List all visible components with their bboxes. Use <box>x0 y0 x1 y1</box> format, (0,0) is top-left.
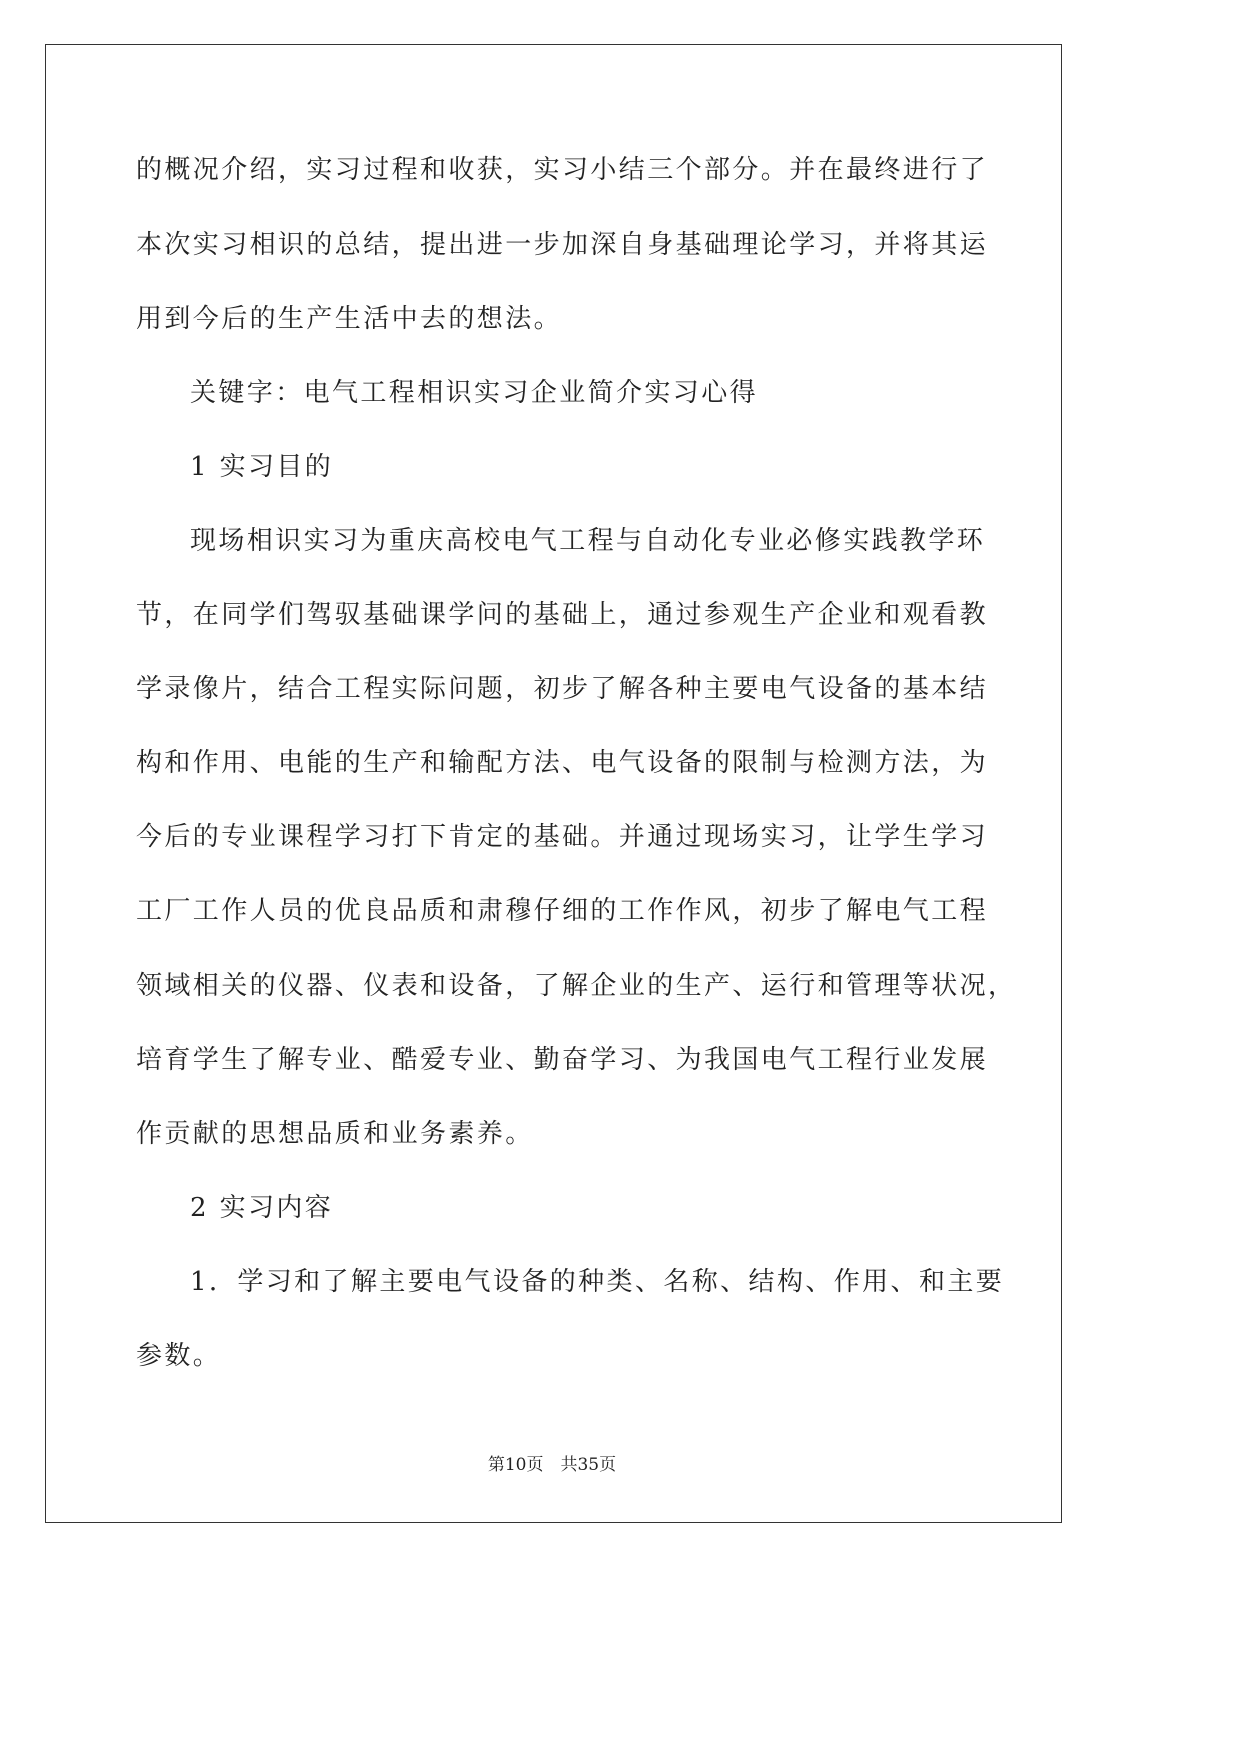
body-text-line: 节，在同学们驾驭基础课学问的基础上，通过参观生产企业和观看教 <box>136 600 989 630</box>
body-text-line: 构和作用、电能的生产和输配方法、电气设备的限制与检测方法，为 <box>136 748 989 778</box>
body-text-line: 培育学生了解专业、酷爱专业、勤奋学习、为我国电气工程行业发展 <box>136 1045 989 1075</box>
section-heading: 2 实习内容 <box>190 1193 334 1223</box>
body-text-line: 工厂工作人员的优良品质和肃穆仔细的工作作风，初步了解电气工程 <box>136 896 989 926</box>
body-text-line: 现场相识实习为重庆高校电气工程与自动化专业必修实践教学环 <box>190 526 986 556</box>
list-item-text: 1．学习和了解主要电气设备的种类、名称、结构、作用、和主要 <box>190 1267 1005 1297</box>
body-text-line: 参数。 <box>136 1341 222 1371</box>
body-text-line: 用到今后的生产生活中去的想法。 <box>136 304 563 334</box>
keywords-line: 关键字：电气工程相识实习企业简介实习心得 <box>190 378 759 408</box>
page-number-footer: 第10页 共35页 <box>487 1455 617 1475</box>
section-heading: 1 实习目的 <box>190 452 334 482</box>
body-text-line: 领域相关的仪器、仪表和设备，了解企业的生产、运行和管理等状况， <box>136 971 1017 1001</box>
body-text-line: 作贡献的思想品质和业务素养。 <box>136 1119 534 1149</box>
body-text-line: 今后的专业课程学习打下肯定的基础。并通过现场实习，让学生学习 <box>136 822 989 852</box>
body-text-line: 的概况介绍，实习过程和收获，实习小结三个部分。并在最终进行了 <box>136 155 989 185</box>
body-text-line: 学录像片，结合工程实际问题，初步了解各种主要电气设备的基本结 <box>136 674 989 704</box>
body-text-line: 本次实习相识的总结，提出进一步加深自身基础理论学习，并将其运 <box>136 230 989 260</box>
